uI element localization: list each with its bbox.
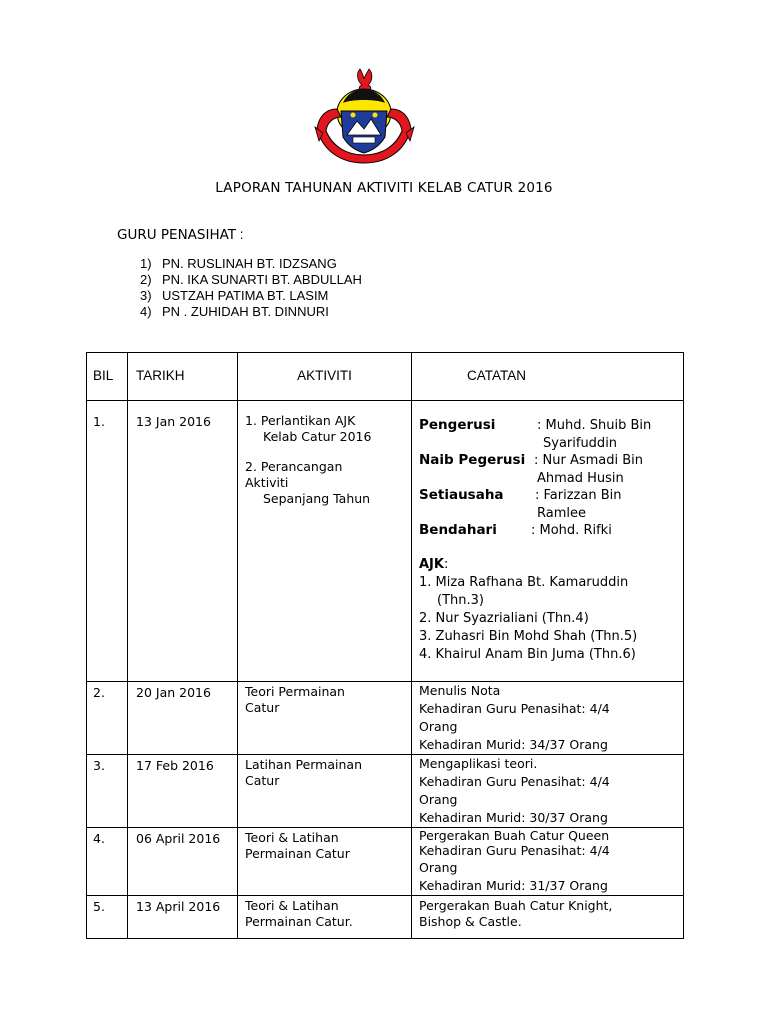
aktiviti-line: Sepanjang Tahun xyxy=(263,491,371,506)
ajk-heading: AJK: xyxy=(419,556,449,572)
officer-role: Naib Pegerusi xyxy=(419,452,526,468)
ajk-member: 2. Nur Syazrialiani (Thn.4) xyxy=(419,610,589,626)
note-line: Kehadiran Guru Penasihat: 4/4 xyxy=(419,774,610,789)
officer-role: Pengerusi xyxy=(419,417,496,433)
note-line: Pergerakan Buah Catur Knight, xyxy=(419,898,613,913)
ajk-member: 4. Khairul Anam Bin Juma (Thn.6) xyxy=(419,646,636,662)
officer-role: Bendahari xyxy=(419,522,497,538)
aktiviti-line: Aktiviti xyxy=(245,475,289,490)
note-line: Kehadiran Guru Penasihat: 4/4 xyxy=(419,843,610,858)
activity-table xyxy=(86,352,684,939)
officer-row xyxy=(419,522,683,540)
advisor-name: PN. RUSLINAH BT. IDZSANG xyxy=(162,256,337,271)
advisor-item xyxy=(140,256,362,272)
advisor-number: 4) xyxy=(140,304,152,319)
advisor-number: 1) xyxy=(140,256,152,271)
table-row xyxy=(87,896,684,939)
cell-bil: 5. xyxy=(87,896,128,939)
school-crest-logo xyxy=(313,67,416,169)
officer-row xyxy=(419,452,683,487)
officer-role: Setiausaha xyxy=(419,487,504,503)
cell-aktiviti: Teori & Latihan Permainan Catur. xyxy=(238,896,412,939)
cell-aktiviti xyxy=(238,401,412,682)
note-line: Bishop & Castle. xyxy=(419,914,522,929)
header-aktiviti: AKTIVITI xyxy=(238,353,412,401)
ajk-member: 3. Zuhasri Bin Mohd Shah (Thn.5) xyxy=(419,628,638,644)
ajk-member: 1. Miza Rafhana Bt. Kamaruddin (Thn.3) xyxy=(419,574,629,608)
table-row xyxy=(87,755,684,828)
advisor-number: 3) xyxy=(140,288,152,303)
header-catatan: CATATAN xyxy=(412,353,684,401)
cell-aktiviti: Teori Permainan Catur xyxy=(238,682,412,755)
cell-catatan xyxy=(412,896,684,939)
cell-aktiviti: Teori & Latihan Permainan Catur xyxy=(238,828,412,896)
note-line: Pergerakan Buah Catur Queen xyxy=(419,828,610,843)
cell-bil: 1. xyxy=(87,401,128,682)
advisor-name: PN . ZUHIDAH BT. DINNURI xyxy=(162,304,329,319)
aktiviti-line: 1. Perlantikan AJK xyxy=(245,413,356,428)
ajk-list xyxy=(419,574,683,664)
advisor-list xyxy=(140,256,362,320)
note-line: Mengaplikasi teori. xyxy=(419,756,538,771)
advisor-item xyxy=(140,288,362,304)
note-line: Kehadiran Murid: 34/37 Orang xyxy=(419,737,608,752)
table-row xyxy=(87,828,684,896)
cell-tarikh: 13 April 2016 xyxy=(128,896,238,939)
advisor-name: PN. IKA SUNARTI BT. ABDULLAH xyxy=(162,272,362,287)
note-line: Orang xyxy=(419,719,458,734)
note-line: Orang xyxy=(419,792,458,807)
advisor-item xyxy=(140,272,362,288)
advisor-heading xyxy=(117,227,244,243)
document-title: LAPORAN TAHUNAN AKTIVITI KELAB CATUR 2016 xyxy=(215,180,553,196)
officer-name: : Farizzan Bin Ramlee xyxy=(535,488,622,521)
advisor-heading-colon: : xyxy=(236,227,244,242)
cell-tarikh: 13 Jan 2016 xyxy=(128,401,238,682)
cell-tarikh: 20 Jan 2016 xyxy=(128,682,238,755)
header-bil: BIL xyxy=(87,353,128,401)
officer-row xyxy=(419,417,683,452)
officer-name: : Muhd. Shuib Bin Syarifuddin xyxy=(537,418,652,451)
officer-name: : Mohd. Rifki xyxy=(531,523,612,538)
aktiviti-line: 2. Perancangan xyxy=(245,459,343,474)
note-line: Kehadiran Guru Penasihat: 4/4 xyxy=(419,701,610,716)
header-tarikh: TARIKH xyxy=(128,353,238,401)
advisor-name: USTZAH PATIMA BT. LASIM xyxy=(162,288,329,303)
note-line: Kehadiran Murid: 31/37 Orang xyxy=(419,878,608,893)
table-row xyxy=(87,682,684,755)
cell-bil: 2. xyxy=(87,682,128,755)
advisor-heading-label: GURU PENASIHAT xyxy=(117,227,237,243)
aktiviti-line: Kelab Catur 2016 xyxy=(263,429,372,444)
cell-bil: 4. xyxy=(87,828,128,896)
cell-catatan xyxy=(412,682,684,755)
cell-aktiviti: Latihan Permainan Catur xyxy=(238,755,412,828)
advisor-number: 2) xyxy=(140,272,152,287)
cell-tarikh: 06 April 2016 xyxy=(128,828,238,896)
cell-catatan xyxy=(412,755,684,828)
note-line: Orang xyxy=(419,860,458,875)
officer-row xyxy=(419,487,683,522)
cell-catatan xyxy=(412,401,684,682)
note-line: Kehadiran Murid: 30/37 Orang xyxy=(419,810,608,825)
advisor-item xyxy=(140,304,362,320)
note-line: Menulis Nota xyxy=(419,683,501,698)
cell-tarikh: 17 Feb 2016 xyxy=(128,755,238,828)
cell-bil: 3. xyxy=(87,755,128,828)
officer-name: : Nur Asmadi Bin Ahmad Husin xyxy=(534,453,644,486)
table-row xyxy=(87,401,684,682)
table-header-row xyxy=(87,353,684,401)
cell-catatan xyxy=(412,828,684,896)
